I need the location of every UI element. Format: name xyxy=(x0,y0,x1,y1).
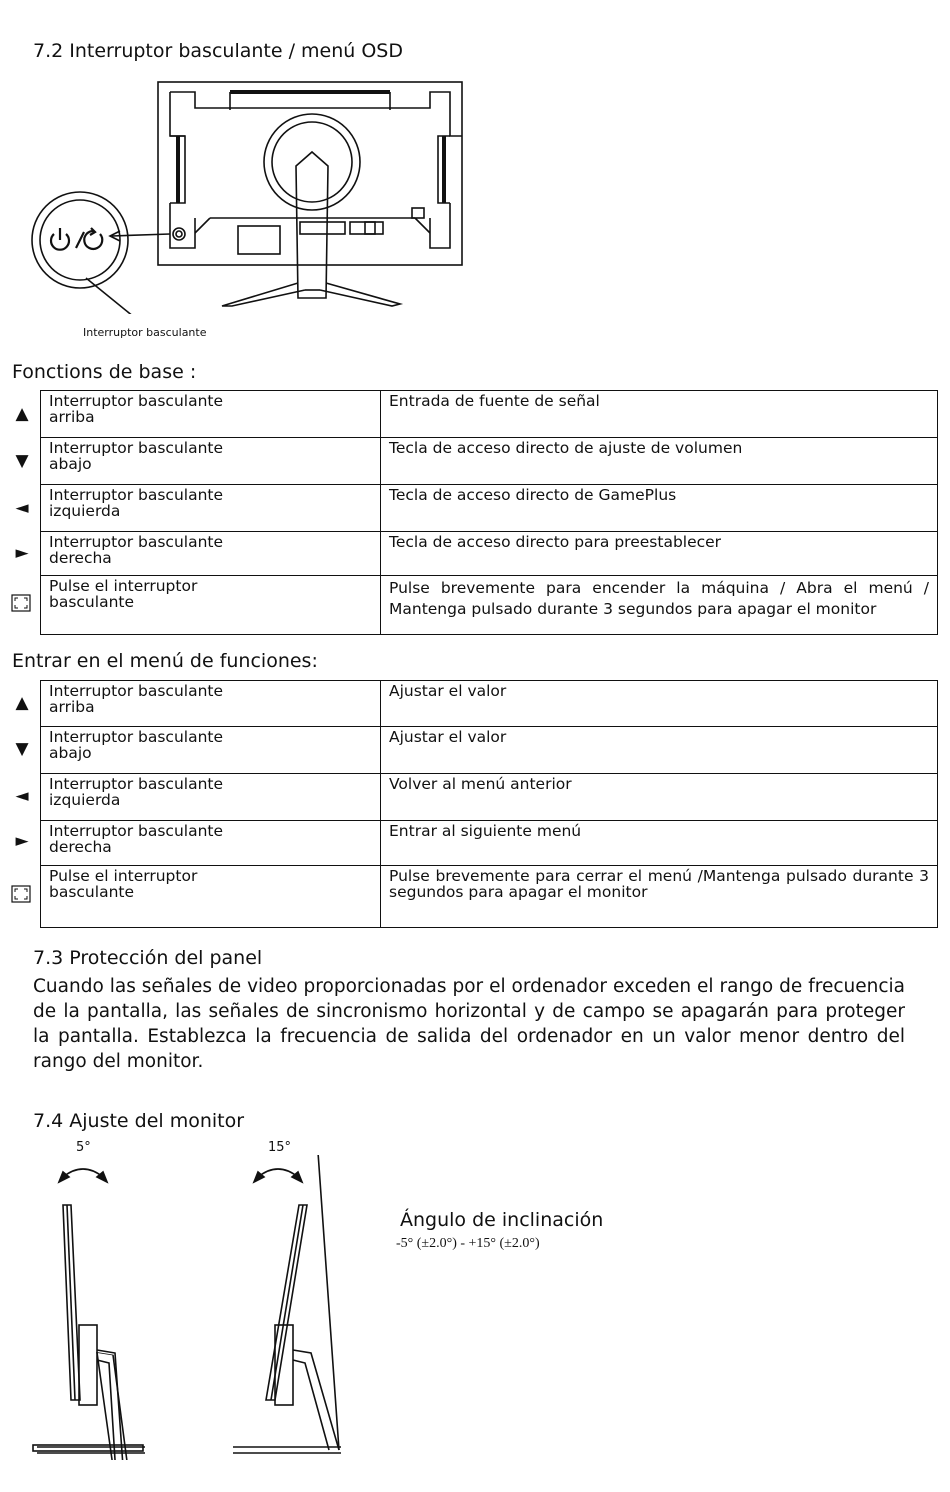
function-cell: Tecla de acceso directo para preestablecer xyxy=(381,532,938,576)
function-cell: Entrar al siguiente menú xyxy=(381,821,938,866)
function-cell: Volver al menú anterior xyxy=(381,774,938,821)
function-cell: Pulse brevemente para encender la máquina / Abra el menú / Mantenga pulsado durante 3 segundos para apagar el monitor xyxy=(381,576,938,635)
table-row xyxy=(41,438,938,485)
rocker-switch-caption: Interruptor basculante xyxy=(83,326,207,339)
section-title-7-3: 7.3 Protección del panel xyxy=(33,947,263,969)
down-arrow-icon: ▼ xyxy=(15,451,29,471)
down-arrow-icon: ▼ xyxy=(15,739,29,759)
menu-functions-table xyxy=(40,680,938,928)
table-row xyxy=(41,727,938,774)
table-row xyxy=(41,681,938,727)
control-cell: Interruptor basculante arriba xyxy=(41,391,381,438)
tilt-illustration xyxy=(25,1155,355,1460)
right-arrow-icon: ► xyxy=(15,831,29,851)
monitor-back-illustration xyxy=(20,78,470,314)
menu-functions-heading: Entrar en el menú de funciones: xyxy=(12,650,318,672)
function-cell: Tecla de acceso directo de GamePlus xyxy=(381,485,938,532)
table-row xyxy=(41,576,938,635)
table-row xyxy=(41,532,938,576)
control-cell: Pulse el interruptor basculante xyxy=(41,576,381,635)
up-arrow-icon: ▲ xyxy=(15,693,29,713)
function-cell: Tecla de acceso directo de ajuste de volumen xyxy=(381,438,938,485)
up-arrow-icon: ▲ xyxy=(15,404,29,424)
tilt-angle-range: -5° (±2.0°) - +15° (±2.0°) xyxy=(396,1236,540,1251)
table-row xyxy=(41,774,938,821)
control-cell: Interruptor basculante derecha xyxy=(41,821,381,866)
section-title-7-2: 7.2 Interruptor basculante / menú OSD xyxy=(33,40,403,62)
function-cell: Ajustar el valor xyxy=(381,727,938,774)
angle-5-label: 5° xyxy=(76,1140,91,1155)
control-cell: Interruptor basculante abajo xyxy=(41,727,381,774)
panel-protection-paragraph: Cuando las señales de video proporcionadas por el ordenador exceden el rango de frecuencia de la pantalla, las señales de sincronismo horizontal y de campo se apagarán para proteger la pantalla. Establezca la frecuencia de salida del ordenador en un valor menor dentro del rango del monitor. xyxy=(33,976,905,1072)
control-cell: Pulse el interruptor basculante xyxy=(41,866,381,928)
basic-functions-heading: Fonctions de base : xyxy=(12,361,197,383)
press-button-icon xyxy=(11,594,31,612)
table-row xyxy=(41,866,938,928)
function-cell: Pulse brevemente para cerrar el menú /Mantenga pulsado durante 3 segundos para apagar el monitor xyxy=(381,866,938,928)
function-cell: Ajustar el valor xyxy=(381,681,938,727)
basic-functions-table xyxy=(40,390,938,635)
table-row xyxy=(41,821,938,866)
table-row xyxy=(41,391,938,438)
press-button-icon xyxy=(11,885,31,903)
right-arrow-icon: ► xyxy=(15,543,29,563)
control-cell: Interruptor basculante arriba xyxy=(41,681,381,727)
control-cell: Interruptor basculante derecha xyxy=(41,532,381,576)
left-arrow-icon: ◄ xyxy=(15,498,29,518)
angle-15-label: 15° xyxy=(268,1140,292,1155)
section-title-7-4: 7.4 Ajuste del monitor xyxy=(33,1110,245,1132)
left-arrow-icon: ◄ xyxy=(15,786,29,806)
control-cell: Interruptor basculante izquierda xyxy=(41,774,381,821)
control-cell: Interruptor basculante abajo xyxy=(41,438,381,485)
function-cell: Entrada de fuente de señal xyxy=(381,391,938,438)
control-cell: Interruptor basculante izquierda xyxy=(41,485,381,532)
table-row xyxy=(41,485,938,532)
tilt-angle-label: Ángulo de inclinación xyxy=(400,1209,604,1231)
